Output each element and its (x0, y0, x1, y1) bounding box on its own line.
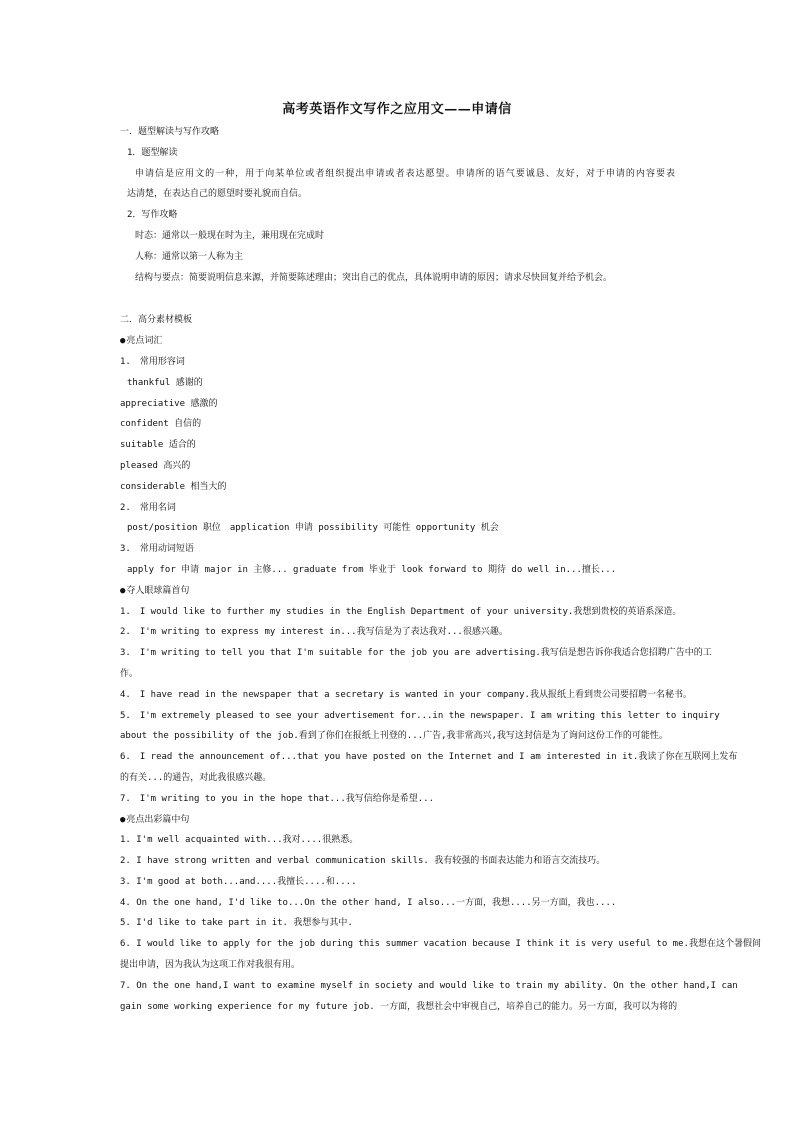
middle-sentence: 6. I would like to apply for the job during this summer vacation because I think it is very useful to me.我想在这个暑假间 (120, 939, 761, 950)
opening-sentence-cont: about the possibility of the job.看到了你们在报纸上刊登的...广告,我非常高兴,我写这封信是为了询问这份工作的可能性。 (120, 731, 668, 742)
opening-sentence: 1. I would like to further my studies in the English Department of your university.我想到贵校的英语系深造。 (120, 606, 682, 617)
vocab-item: confident 自信的 (120, 419, 202, 430)
opening-sentence-cont: 作。 (120, 668, 139, 679)
opening-sentence: 5. I'm extremely pleased to see your advertisement for...in the newspaper. I am writing this letter to inquiry (120, 710, 720, 721)
noun-heading: 2. 常用名词 (120, 502, 176, 513)
middle-sentence-cont: 提出申请，因为我认为这项工作对我很有用。 (120, 960, 301, 971)
opening-sentence: 7. I'm writing to you in the hope that...我写信给你是希望... (120, 793, 434, 804)
opening-heading: ● 夺人眼球篇首句 (120, 581, 675, 602)
section-heading-1: 一．题型解读与写作攻略 (120, 127, 220, 137)
verb-list: apply for 申请 major in 主修... graduate from 毕业于 look forward to 期待 do well in...擅长... (127, 564, 617, 575)
verb-heading: 3. 常用动词短语 (120, 544, 194, 555)
opening-sentence: 2. I'm writing to express my interest in...我写信是为了表达我对...很感兴趣。 (120, 627, 508, 638)
vocab-heading: ● 亮点词汇 (120, 331, 675, 352)
middle-sentence: 5. I'd like to take part in it. 我想参与其中. (120, 918, 353, 929)
middle-sentence: 7. On the one hand,I want to examine myself in society and would like to train my ability. On the other hand,I can (120, 980, 738, 991)
document-body (120, 122, 761, 1017)
opening-sentence: 3. I'm writing to tell you that I'm suitable for the job you are advertising.我写信是想告诉你我适合您招聘广告中的工 (120, 648, 712, 659)
adj-heading: 1. 常用形容词 (120, 356, 185, 367)
vocab-item: pleased 高兴的 (120, 460, 191, 471)
vocab-item: thankful 感谢的 (127, 377, 203, 388)
opening-sentence: 4. I have read in the newspaper that a secretary is wanted in your company.我从报纸上看到贵公司要招聘一名秘书。 (120, 689, 692, 700)
opening-sentence-cont: 的有关...的通告，对此我很感兴趣。 (120, 772, 272, 783)
page-title: 高考英语作文写作之应用文——申请信 (282, 102, 512, 117)
person-note: 人称：通常以第一人称为主 (135, 251, 244, 262)
middle-sentence: 1. I'm well acquainted with...我对....很熟悉。 (120, 835, 359, 846)
middle-sentence-cont: gain some working experience for my future job. 一方面，我想社会中审视自己，培养自己的能力。另一方面，我可以为将的 (120, 1001, 678, 1012)
vocab-item: considerable 相当大的 (120, 481, 227, 492)
middle-sentence: 4. On the one hand, I'd like to...On the other hand, I also...一方面，我想....另一方面，我也.... (120, 897, 617, 908)
middle-sentence: 2. I have strong written and verbal communication skills. 我有较强的书面表达能力和语言交流技巧。 (120, 856, 606, 867)
opening-sentence: 6. I read the announcement of...that you have posted on the Internet and I am interested in it.我读了你在互联网上发布 (120, 752, 738, 763)
paragraph-line: 达清楚，在表达自己的愿望时要礼貌而自信。 (127, 189, 308, 200)
vocab-item: suitable 适合的 (120, 440, 196, 451)
vocab-item: appreciative 感激的 (120, 398, 218, 409)
subheading-type-analysis: 1．题型解读 (127, 147, 178, 158)
paragraph-line: 申请信是应用文的一种，用于向某单位或者组织提出申请或者表达愿望。申请所的语气要诚恳、友好，对于申请的内容要表 (135, 168, 675, 179)
middle-heading: ● 亮点出彩篇中句 (120, 810, 675, 831)
tense-note: 时态：通常以一般现在时为主，兼用现在完成时 (135, 230, 325, 241)
subheading-writing-strategy: 2．写作攻略 (127, 210, 178, 221)
middle-sentence: 3. I'm good at both...and....我擅长....和.... (120, 876, 357, 887)
section-heading-2: 二．高分素材模板 (120, 315, 193, 326)
structure-note: 结构与要点：简要说明信息来源，并简要陈述理由；突出自己的优点，具体说明申请的原因；请求尽快回复并给予机会。 (135, 272, 613, 283)
noun-list: post/position 职位 application 申请 possibility 可能性 opportunity 机会 (127, 523, 499, 534)
